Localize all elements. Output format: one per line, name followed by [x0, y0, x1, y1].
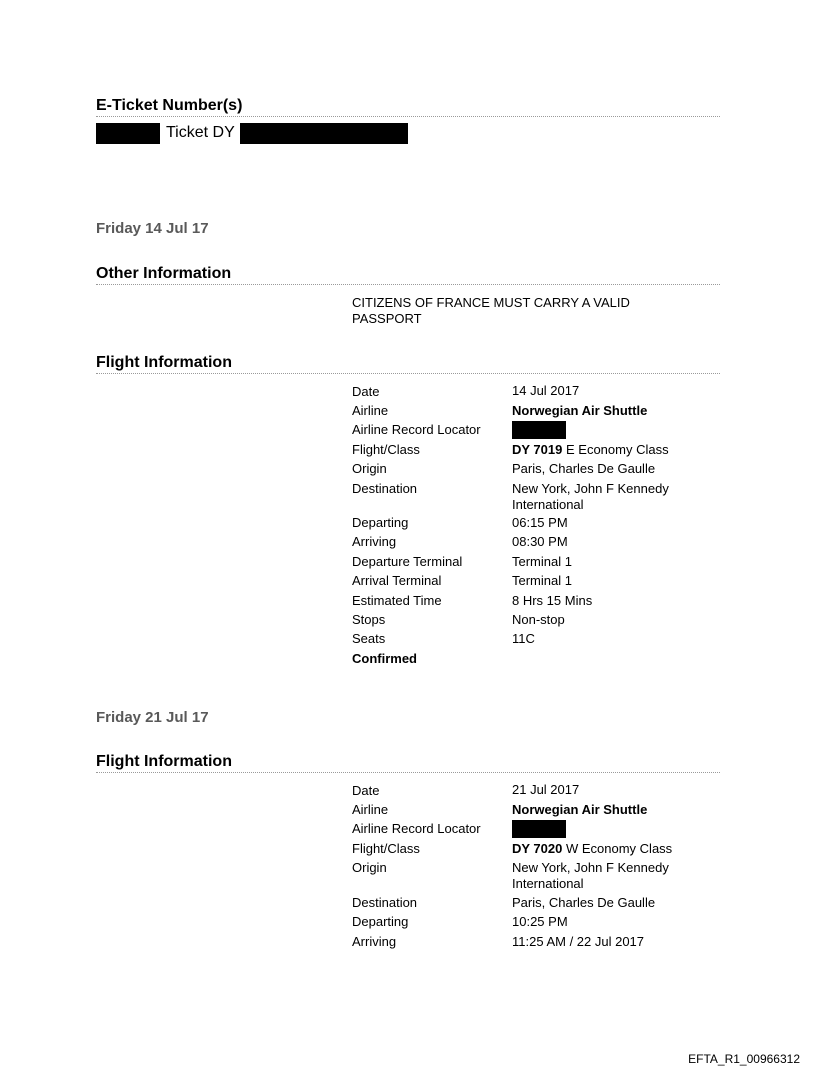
ticket-label: Ticket DY — [166, 124, 235, 141]
label-origin: Origin — [352, 461, 387, 476]
value-origin: Paris, Charles De Gaulle — [512, 461, 656, 476]
value-seats: 11C — [512, 631, 535, 646]
booking-status: Confirmed — [352, 651, 417, 666]
value-arrival-terminal: Terminal 1 — [512, 573, 572, 588]
label-destination: Destination — [352, 481, 418, 496]
redaction-block — [512, 421, 566, 439]
label-destination: Destination — [352, 895, 418, 910]
value-origin: New York, John F Kennedy International — [512, 860, 669, 891]
label-arrival-terminal: Arrival Terminal — [352, 573, 442, 588]
label-departure-terminal: Departure Terminal — [352, 554, 463, 569]
label-record-locator: Airline Record Locator — [352, 821, 481, 836]
value-date: 14 Jul 2017 — [512, 383, 580, 398]
label-date: Date — [352, 783, 380, 798]
other-info-text: CITIZENS OF FRANCE MUST CARRY A VALID PASSPORT — [352, 295, 630, 326]
label-airline: Airline — [352, 802, 389, 817]
label-origin: Origin — [352, 860, 387, 875]
label-arriving: Arriving — [352, 534, 397, 549]
value-flight-class — [512, 442, 669, 458]
value-airline: Norwegian Air Shuttle — [512, 802, 648, 817]
value-destination: New York, John F Kennedy International — [512, 481, 669, 512]
eticket-heading: E-Ticket Number(s) — [96, 97, 720, 117]
label-departing: Departing — [352, 914, 409, 929]
label-flight-class: Flight/Class — [352, 841, 420, 856]
value-estimated-time: 8 Hrs 15 Mins — [512, 593, 593, 608]
redaction-block — [96, 123, 160, 144]
fare-class: E Economy Class — [565, 442, 669, 457]
fare-class: W Economy Class — [565, 841, 673, 856]
value-departing: 06:15 PM — [512, 515, 568, 530]
label-estimated-time: Estimated Time — [352, 593, 442, 608]
value-departing: 10:25 PM — [512, 914, 568, 929]
value-date: 21 Jul 2017 — [512, 782, 580, 797]
flight-number: DY 7020 — [512, 841, 563, 856]
value-departure-terminal: Terminal 1 — [512, 554, 572, 569]
label-seats: Seats — [352, 631, 386, 646]
label-date: Date — [352, 384, 380, 399]
value-stops: Non-stop — [512, 612, 565, 627]
label-airline: Airline — [352, 403, 389, 418]
label-record-locator: Airline Record Locator — [352, 422, 481, 437]
label-stops: Stops — [352, 612, 386, 627]
label-flight-class: Flight/Class — [352, 442, 420, 457]
date-heading: Friday 21 Jul 17 — [96, 709, 209, 726]
flight-number: DY 7019 — [512, 442, 563, 457]
flight-info-heading: Flight Information — [96, 354, 720, 374]
other-info-heading: Other Information — [96, 265, 720, 285]
redaction-block — [512, 820, 566, 838]
value-airline: Norwegian Air Shuttle — [512, 403, 648, 418]
flight-info-heading: Flight Information — [96, 753, 720, 773]
label-arriving: Arriving — [352, 934, 397, 949]
value-destination: Paris, Charles De Gaulle — [512, 895, 656, 910]
document-id: EFTA_R1_00966312 — [688, 1052, 800, 1066]
value-arriving: 08:30 PM — [512, 534, 568, 549]
value-arriving: 11:25 AM / 22 Jul 2017 — [512, 934, 645, 949]
redaction-block — [240, 123, 408, 144]
value-flight-class — [512, 841, 672, 857]
date-heading: Friday 14 Jul 17 — [96, 220, 209, 237]
label-departing: Departing — [352, 515, 409, 530]
